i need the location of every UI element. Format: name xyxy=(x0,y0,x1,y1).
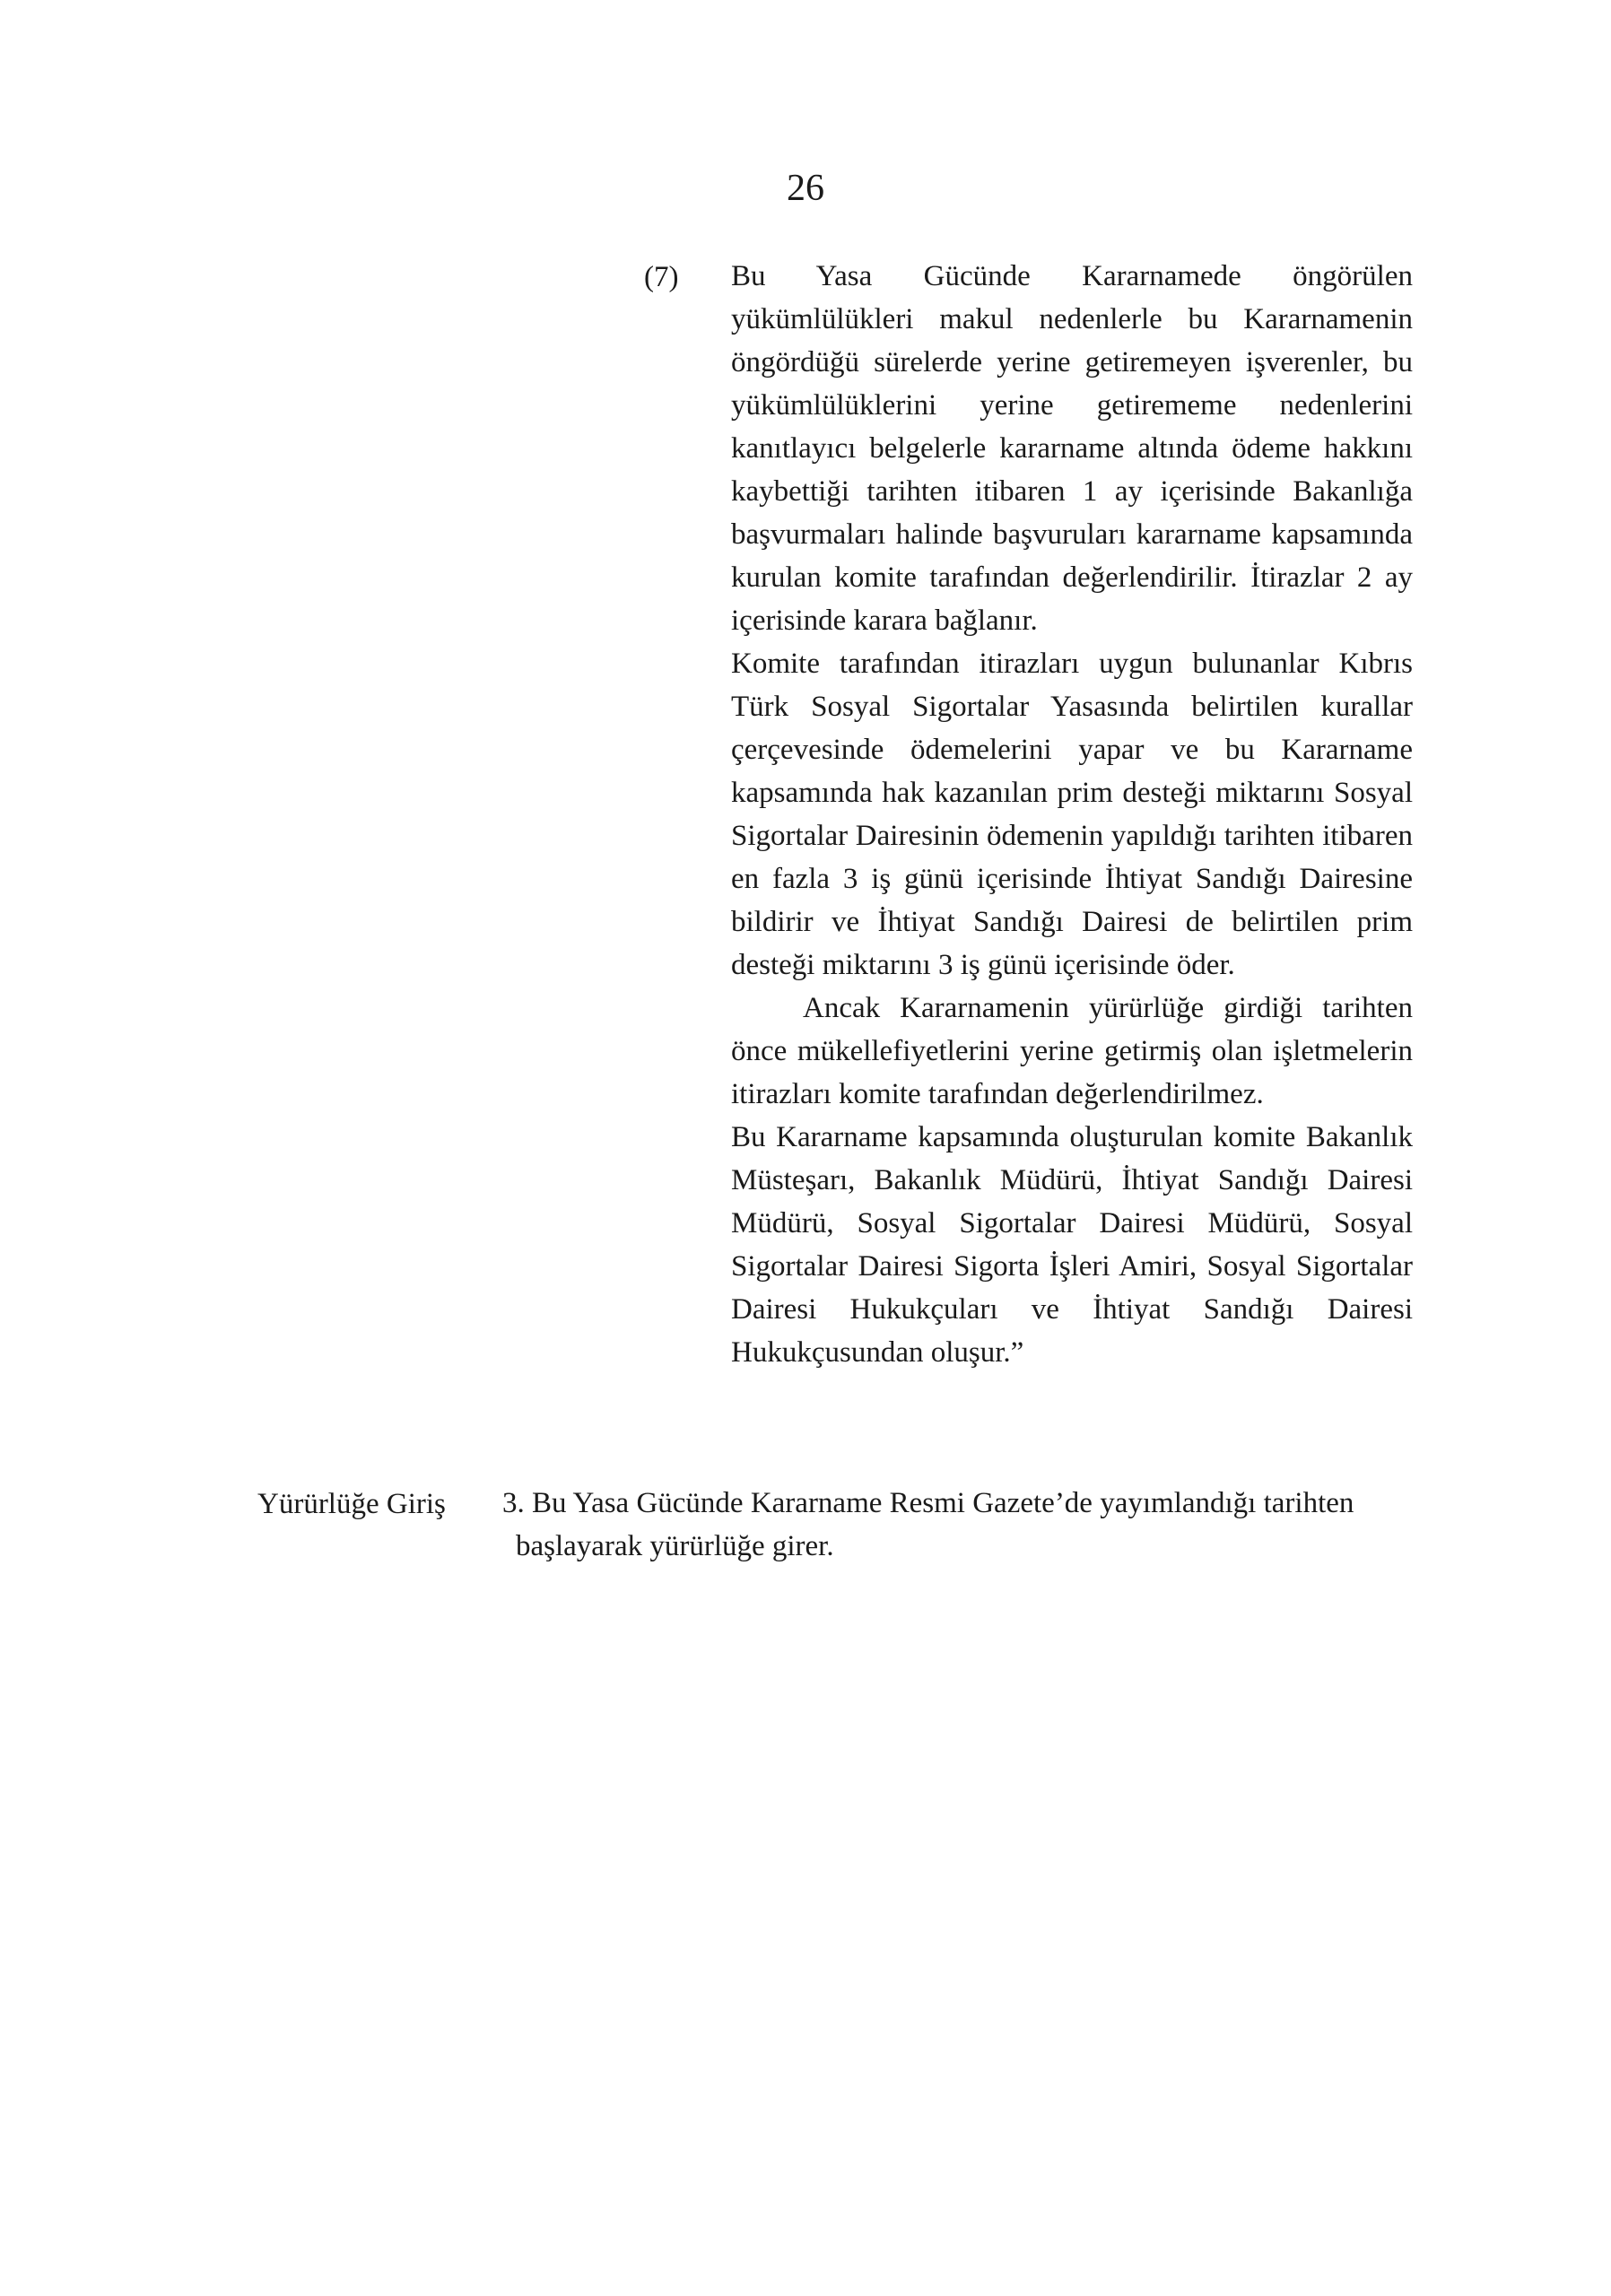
section-3-text xyxy=(502,1482,1426,1568)
clause-body xyxy=(731,255,1413,1374)
clause-paragraph-2: Komite tarafından itirazları uygun bulunanlar Kıbrıs Türk Sosyal Sigortalar Yasasında belirtilen kurallar çerçevesinde ödemelerini yapar ve bu Kararname kapsamında hak kazanılan prim desteği miktarını Sosyal Sigortalar Dairesinin ödemenin yapıldığı tarihten itibaren en fazla 3 iş günü içerisinde İhtiyat Sandığı Dairesine bildirir ve İhtiyat Sandığı Dairesi de belirtilen prim desteği miktarını 3 iş günü içerisinde öder. xyxy=(731,648,1413,981)
section-3-line-2: başlayarak yürürlüğe girer. xyxy=(516,1530,834,1562)
page-number: 26 xyxy=(787,168,824,209)
clause-paragraph-4: Bu Kararname kapsamında oluşturulan komite Bakanlık Müsteşarı, Bakanlık Müdürü, İhtiyat Sandığı Dairesi Müdürü, Sosyal Sigortalar Dairesi Müdürü, Sosyal Sigortalar Dairesi Sigorta İşleri Amiri, Sosyal Sigortalar Dairesi Hukukçuları ve İhtiyat Sandığı Dairesi Hukukçusundan oluşur.” xyxy=(731,1121,1413,1369)
clause-paragraph-3: Ancak Kararnamenin yürürlüğe girdiği tarihten önce mükellefiyetlerini yerine getirmiş olan işletmelerin itirazları komite tarafından değerlendirilmez. xyxy=(731,992,1413,1110)
clause-number: (7) xyxy=(644,261,679,293)
margin-title-yururluge-giris: Yürürlüğe Giriş xyxy=(257,1488,446,1520)
clause-paragraph-1: Bu Yasa Gücünde Kararnamede öngörülen yükümlülükleri makul nedenlerle bu Kararnamenin öngördüğü sürelerde yerine getiremeyen işverenler, bu yükümlülüklerini yerine getirememe nedenlerini kanıtlayıcı belgelerle kararname altında ödeme hakkını kaybettiği tarihten itibaren 1 ay içerisinde Bakanlığa başvurmaları halinde başvuruları kararname kapsamında kurulan komite tarafından değerlendirilir. İtirazlar 2 ay içerisinde karara bağlanır. xyxy=(731,260,1413,637)
section-3-line-1: 3. Bu Yasa Gücünde Kararname Resmi Gazete’de yayımlandığı tarihten xyxy=(502,1487,1354,1519)
